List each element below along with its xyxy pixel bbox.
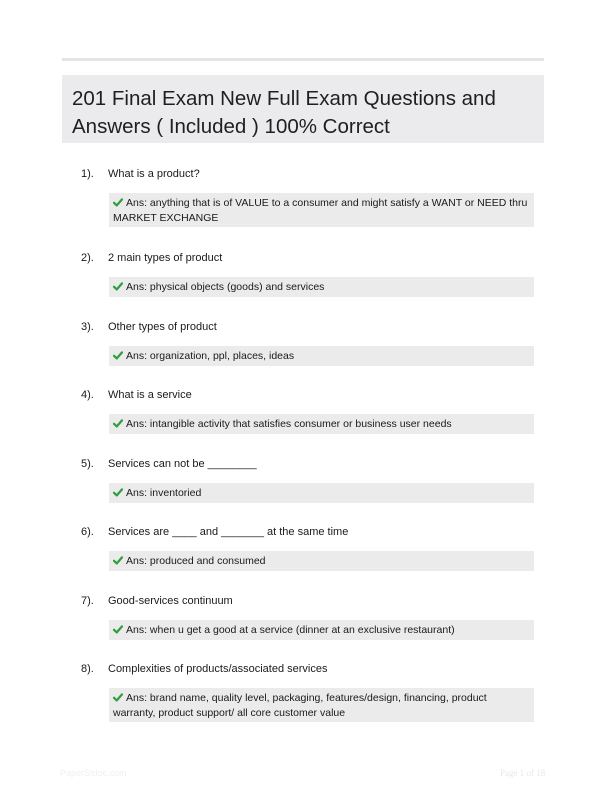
answer-box <box>109 346 534 366</box>
question-number: 4). <box>81 389 94 401</box>
answer-text: Ans: physical objects (goods) and services <box>126 281 325 293</box>
question-number: 3). <box>81 321 94 333</box>
checkmark-icon <box>113 693 123 702</box>
question-text: Services can not be ________ <box>108 458 257 470</box>
question-number: 7). <box>81 595 94 607</box>
question-number: 8). <box>81 663 94 675</box>
page-title <box>72 85 534 141</box>
question-text: Complexities of products/associated services <box>108 663 328 675</box>
answer-box <box>109 483 534 503</box>
answer-text: Ans: when u get a good at a service (dinner at an exclusive restaurant) <box>126 624 455 636</box>
question-number: 1). <box>81 168 94 180</box>
checkmark-icon <box>113 556 123 565</box>
question-text: What is a product? <box>108 168 200 180</box>
answer-box <box>109 414 534 434</box>
footer-watermark: PaperStdoc.com <box>60 768 127 778</box>
question-text: Services are ____ and _______ at the same time <box>108 526 349 538</box>
question-text: 2 main types of product <box>108 252 223 264</box>
answer-box <box>109 620 534 640</box>
page-title-line-1: 201 Final Exam New Full Exam Questions and <box>72 87 496 110</box>
checkmark-icon <box>113 488 123 497</box>
checkmark-icon <box>113 419 123 428</box>
answer-box <box>109 688 534 722</box>
checkmark-icon <box>113 625 123 634</box>
answer-text: Ans: brand name, quality level, packaging, features/design, financing, product warranty, product support/ all core customer value <box>113 692 487 719</box>
question-text: What is a service <box>108 389 192 401</box>
checkmark-icon <box>113 282 123 291</box>
checkmark-icon <box>113 351 123 360</box>
answer-text: Ans: anything that is of VALUE to a consumer and might satisfy a WANT or NEED thru MARKET EXCHANGE <box>113 197 528 224</box>
answer-text: Ans: organization, ppl, places, ideas <box>126 350 295 362</box>
page-title-line-2: Answers ( Included ) 100% Correct <box>72 115 390 138</box>
answer-box <box>109 551 534 571</box>
checkmark-icon <box>113 198 123 207</box>
question-text: Good-services continuum <box>108 595 233 607</box>
title-box <box>62 75 544 143</box>
answer-text: Ans: produced and consumed <box>126 555 266 567</box>
page-number: Page 1 of 18 <box>500 768 546 778</box>
answer-box <box>109 193 534 227</box>
answer-box <box>109 277 534 297</box>
top-divider <box>62 58 544 61</box>
question-text: Other types of product <box>108 321 217 333</box>
answer-text: Ans: intangible activity that satisfies consumer or business user needs <box>126 418 452 430</box>
question-number: 6). <box>81 526 94 538</box>
answer-text: Ans: inventoried <box>126 487 202 499</box>
question-number: 5). <box>81 458 94 470</box>
question-number: 2). <box>81 252 94 264</box>
